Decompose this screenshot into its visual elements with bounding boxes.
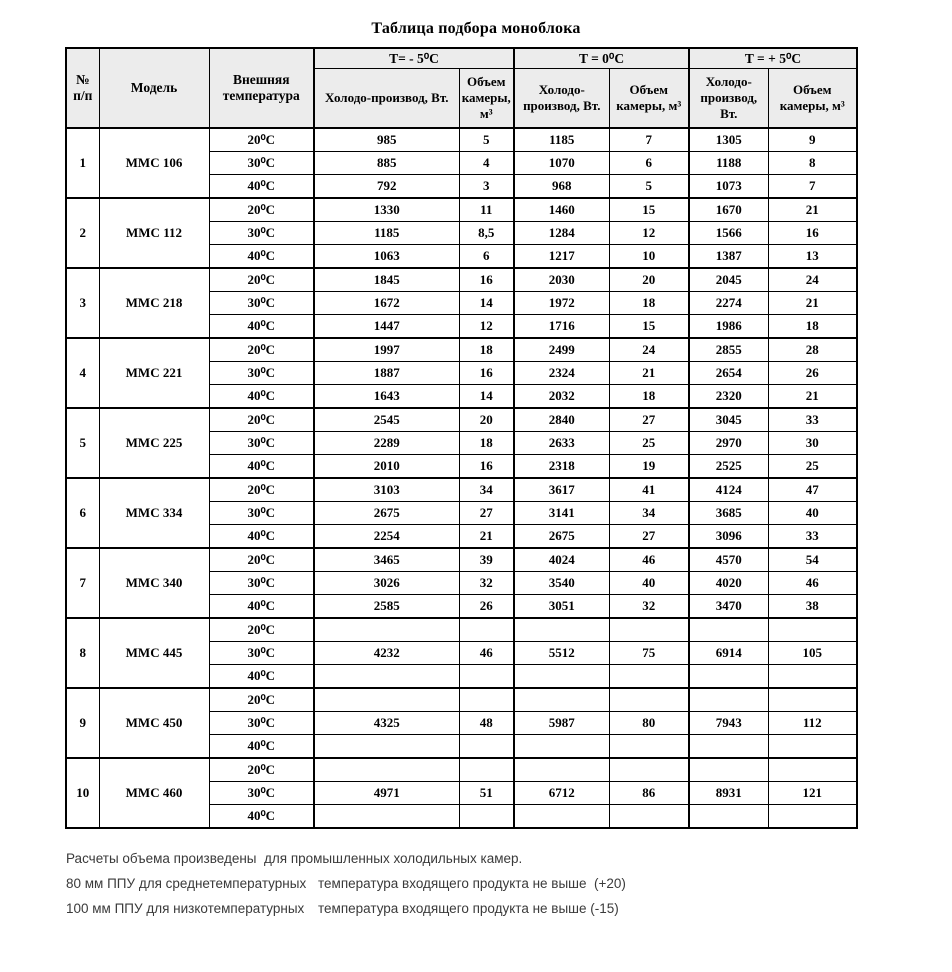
volume-value-cell: 34 xyxy=(459,478,514,502)
capacity-value-cell xyxy=(689,805,768,829)
volume-value-cell: 18 xyxy=(609,292,689,315)
temp-cell: 20⁰C xyxy=(209,128,314,152)
temp-cell: 40⁰C xyxy=(209,245,314,269)
volume-value-cell xyxy=(768,735,857,759)
capacity-value-cell: 3465 xyxy=(314,548,459,572)
volume-value-cell: 40 xyxy=(768,502,857,525)
volume-value-cell: 20 xyxy=(609,268,689,292)
capacity-value-cell: 3103 xyxy=(314,478,459,502)
capacity-value-cell xyxy=(689,618,768,642)
volume-value-cell: 80 xyxy=(609,712,689,735)
capacity-value-cell xyxy=(314,688,459,712)
capacity-value-cell: 2032 xyxy=(514,385,609,409)
model-cell: MMC 334 xyxy=(99,478,209,548)
header-volume-plus5: Объем камеры, м³ xyxy=(768,69,857,129)
volume-value-cell: 38 xyxy=(768,595,857,619)
model-cell: MMC 340 xyxy=(99,548,209,618)
volume-value-cell xyxy=(768,805,857,829)
volume-value-cell: 25 xyxy=(609,432,689,455)
capacity-value-cell: 4971 xyxy=(314,782,459,805)
capacity-value-cell: 2045 xyxy=(689,268,768,292)
volume-value-cell xyxy=(609,688,689,712)
temp-cell: 40⁰C xyxy=(209,665,314,689)
temp-cell: 20⁰C xyxy=(209,758,314,782)
model-cell: MMC 445 xyxy=(99,618,209,688)
capacity-value-cell: 4570 xyxy=(689,548,768,572)
temp-cell: 20⁰C xyxy=(209,618,314,642)
model-cell: MMC 460 xyxy=(99,758,209,828)
capacity-value-cell: 2274 xyxy=(689,292,768,315)
capacity-value-cell: 2855 xyxy=(689,338,768,362)
volume-value-cell: 27 xyxy=(609,525,689,549)
model-cell: MMC 112 xyxy=(99,198,209,268)
capacity-value-cell: 6712 xyxy=(514,782,609,805)
temp-cell: 40⁰C xyxy=(209,175,314,199)
capacity-value-cell: 1387 xyxy=(689,245,768,269)
capacity-value-cell: 2030 xyxy=(514,268,609,292)
volume-value-cell: 54 xyxy=(768,548,857,572)
header-ext-temp: Внешняя температура xyxy=(209,48,314,128)
volume-value-cell: 16 xyxy=(459,268,514,292)
model-cell: MMC 106 xyxy=(99,128,209,198)
volume-value-cell xyxy=(609,805,689,829)
model-cell: MMC 225 xyxy=(99,408,209,478)
volume-value-cell: 15 xyxy=(609,315,689,339)
volume-value-cell: 15 xyxy=(609,198,689,222)
capacity-value-cell: 1986 xyxy=(689,315,768,339)
table-row xyxy=(66,128,857,152)
capacity-value-cell: 3141 xyxy=(514,502,609,525)
capacity-value-cell: 2525 xyxy=(689,455,768,479)
capacity-value-cell: 1284 xyxy=(514,222,609,245)
volume-value-cell: 26 xyxy=(768,362,857,385)
capacity-value-cell: 3685 xyxy=(689,502,768,525)
capacity-value-cell xyxy=(689,758,768,782)
volume-value-cell: 28 xyxy=(768,338,857,362)
table-row xyxy=(66,198,857,222)
capacity-value-cell xyxy=(314,735,459,759)
temp-cell: 30⁰C xyxy=(209,222,314,245)
volume-value-cell: 75 xyxy=(609,642,689,665)
capacity-value-cell: 3045 xyxy=(689,408,768,432)
model-cell: MMC 450 xyxy=(99,688,209,758)
capacity-value-cell: 2499 xyxy=(514,338,609,362)
temp-cell: 20⁰C xyxy=(209,478,314,502)
temp-cell: 30⁰C xyxy=(209,642,314,665)
temp-cell: 20⁰C xyxy=(209,408,314,432)
volume-value-cell xyxy=(768,688,857,712)
row-number-cell: 2 xyxy=(66,198,99,268)
capacity-value-cell xyxy=(514,688,609,712)
volume-value-cell: 48 xyxy=(459,712,514,735)
capacity-value-cell: 2320 xyxy=(689,385,768,409)
row-number-cell: 10 xyxy=(66,758,99,828)
temp-cell: 30⁰C xyxy=(209,362,314,385)
capacity-value-cell: 2675 xyxy=(314,502,459,525)
volume-value-cell: 19 xyxy=(609,455,689,479)
capacity-value-cell: 2324 xyxy=(514,362,609,385)
model-cell: MMC 218 xyxy=(99,268,209,338)
volume-value-cell xyxy=(609,735,689,759)
volume-value-cell xyxy=(768,665,857,689)
header-model: Модель xyxy=(99,48,209,128)
volume-value-cell: 5 xyxy=(459,128,514,152)
volume-value-cell: 21 xyxy=(609,362,689,385)
volume-value-cell: 105 xyxy=(768,642,857,665)
row-number-cell: 3 xyxy=(66,268,99,338)
volume-value-cell xyxy=(609,618,689,642)
volume-value-cell: 21 xyxy=(768,385,857,409)
capacity-value-cell: 1566 xyxy=(689,222,768,245)
volume-value-cell: 9 xyxy=(768,128,857,152)
capacity-value-cell: 1070 xyxy=(514,152,609,175)
footnotes xyxy=(66,851,952,916)
capacity-value-cell xyxy=(514,735,609,759)
capacity-value-cell: 5512 xyxy=(514,642,609,665)
capacity-value-cell xyxy=(314,805,459,829)
capacity-value-cell: 2654 xyxy=(689,362,768,385)
volume-value-cell: 7 xyxy=(768,175,857,199)
temp-cell: 30⁰C xyxy=(209,712,314,735)
capacity-value-cell: 1185 xyxy=(314,222,459,245)
capacity-value-cell: 3470 xyxy=(689,595,768,619)
header-capacity-zero: Холодо-производ, Вт. xyxy=(514,69,609,129)
volume-value-cell xyxy=(768,758,857,782)
volume-value-cell: 34 xyxy=(609,502,689,525)
volume-value-cell: 112 xyxy=(768,712,857,735)
volume-value-cell: 18 xyxy=(459,338,514,362)
capacity-value-cell: 885 xyxy=(314,152,459,175)
temp-cell: 20⁰C xyxy=(209,338,314,362)
volume-value-cell: 4 xyxy=(459,152,514,175)
capacity-value-cell: 2840 xyxy=(514,408,609,432)
capacity-value-cell: 2585 xyxy=(314,595,459,619)
volume-value-cell: 21 xyxy=(768,198,857,222)
capacity-value-cell: 2254 xyxy=(314,525,459,549)
volume-value-cell: 16 xyxy=(768,222,857,245)
note-line-1 xyxy=(66,851,952,866)
capacity-value-cell: 1063 xyxy=(314,245,459,269)
volume-value-cell: 33 xyxy=(768,525,857,549)
note-temp-medium: температура входящего продукта не выше (+20) xyxy=(318,876,626,891)
volume-value-cell: 30 xyxy=(768,432,857,455)
volume-value-cell: 7 xyxy=(609,128,689,152)
capacity-value-cell: 3051 xyxy=(514,595,609,619)
temp-cell: 30⁰C xyxy=(209,572,314,595)
table-row xyxy=(66,478,857,502)
capacity-value-cell: 1845 xyxy=(314,268,459,292)
capacity-value-cell: 792 xyxy=(314,175,459,199)
capacity-value-cell: 4232 xyxy=(314,642,459,665)
row-number-cell: 8 xyxy=(66,618,99,688)
row-number-cell: 4 xyxy=(66,338,99,408)
capacity-value-cell: 2633 xyxy=(514,432,609,455)
capacity-value-cell: 1330 xyxy=(314,198,459,222)
capacity-value-cell: 1716 xyxy=(514,315,609,339)
capacity-value-cell: 2318 xyxy=(514,455,609,479)
capacity-value-cell: 2970 xyxy=(689,432,768,455)
volume-value-cell: 24 xyxy=(609,338,689,362)
temp-cell: 40⁰C xyxy=(209,455,314,479)
header-group-row xyxy=(66,48,857,69)
capacity-value-cell xyxy=(514,618,609,642)
note-ppu-medium: 80 мм ППУ для среднетемпературных xyxy=(66,876,307,891)
table-row xyxy=(66,268,857,292)
capacity-value-cell: 4020 xyxy=(689,572,768,595)
volume-value-cell: 16 xyxy=(459,362,514,385)
note-temp-low: температура входящего продукта не выше (-15) xyxy=(318,901,619,916)
table-row xyxy=(66,758,857,782)
capacity-value-cell: 1672 xyxy=(314,292,459,315)
table-row xyxy=(66,548,857,572)
table-row xyxy=(66,408,857,432)
table-body xyxy=(66,128,857,828)
temp-cell: 30⁰C xyxy=(209,152,314,175)
volume-value-cell: 14 xyxy=(459,292,514,315)
capacity-value-cell: 1997 xyxy=(314,338,459,362)
row-number-cell: 9 xyxy=(66,688,99,758)
temp-cell: 40⁰C xyxy=(209,735,314,759)
capacity-value-cell: 3096 xyxy=(689,525,768,549)
volume-value-cell: 6 xyxy=(609,152,689,175)
volume-value-cell: 121 xyxy=(768,782,857,805)
capacity-value-cell: 1217 xyxy=(514,245,609,269)
header-group-zero: T = 0⁰C xyxy=(514,48,689,69)
volume-value-cell: 3 xyxy=(459,175,514,199)
capacity-value-cell: 3617 xyxy=(514,478,609,502)
volume-value-cell: 16 xyxy=(459,455,514,479)
temp-cell: 20⁰C xyxy=(209,548,314,572)
volume-value-cell: 46 xyxy=(768,572,857,595)
capacity-value-cell: 2545 xyxy=(314,408,459,432)
volume-value-cell xyxy=(609,758,689,782)
header-volume-zero: Объем камеры, м³ xyxy=(609,69,689,129)
volume-value-cell: 12 xyxy=(609,222,689,245)
temp-cell: 30⁰C xyxy=(209,502,314,525)
header-num: № п/п xyxy=(66,48,99,128)
note-text: Расчеты объема произведены для промышленных холодильных камер. xyxy=(66,851,523,866)
capacity-value-cell: 4024 xyxy=(514,548,609,572)
capacity-value-cell: 4124 xyxy=(689,478,768,502)
row-number-cell: 5 xyxy=(66,408,99,478)
volume-value-cell: 32 xyxy=(459,572,514,595)
volume-value-cell xyxy=(459,618,514,642)
table-row xyxy=(66,618,857,642)
volume-value-cell: 39 xyxy=(459,548,514,572)
volume-value-cell: 27 xyxy=(609,408,689,432)
header-capacity-minus5: Холодо-производ, Вт. xyxy=(314,69,459,129)
volume-value-cell: 33 xyxy=(768,408,857,432)
capacity-value-cell xyxy=(514,665,609,689)
volume-value-cell: 26 xyxy=(459,595,514,619)
capacity-value-cell xyxy=(314,618,459,642)
capacity-value-cell: 3026 xyxy=(314,572,459,595)
table-row xyxy=(66,688,857,712)
temp-cell: 20⁰C xyxy=(209,268,314,292)
volume-value-cell: 24 xyxy=(768,268,857,292)
capacity-value-cell: 6914 xyxy=(689,642,768,665)
header-capacity-plus5: Холодо-производ, Вт. xyxy=(689,69,768,129)
volume-value-cell: 5 xyxy=(609,175,689,199)
temp-cell: 30⁰C xyxy=(209,782,314,805)
capacity-value-cell: 5987 xyxy=(514,712,609,735)
monoblock-selection-table xyxy=(65,47,858,829)
row-number-cell: 7 xyxy=(66,548,99,618)
volume-value-cell xyxy=(459,805,514,829)
capacity-value-cell: 1073 xyxy=(689,175,768,199)
header-volume-minus5: Объем камеры, м³ xyxy=(459,69,514,129)
volume-value-cell: 41 xyxy=(609,478,689,502)
row-number-cell: 1 xyxy=(66,128,99,198)
volume-value-cell: 21 xyxy=(459,525,514,549)
temp-cell: 30⁰C xyxy=(209,292,314,315)
volume-value-cell xyxy=(609,665,689,689)
temp-cell: 30⁰C xyxy=(209,432,314,455)
page-title: Таблица подбора моноблока xyxy=(371,20,581,37)
volume-value-cell: 18 xyxy=(459,432,514,455)
volume-value-cell: 51 xyxy=(459,782,514,805)
capacity-value-cell: 3540 xyxy=(514,572,609,595)
volume-value-cell: 20 xyxy=(459,408,514,432)
capacity-value-cell xyxy=(514,805,609,829)
volume-value-cell xyxy=(459,665,514,689)
capacity-value-cell: 985 xyxy=(314,128,459,152)
capacity-value-cell xyxy=(514,758,609,782)
capacity-value-cell xyxy=(689,735,768,759)
temp-cell: 40⁰C xyxy=(209,525,314,549)
capacity-value-cell: 1460 xyxy=(514,198,609,222)
capacity-value-cell: 1643 xyxy=(314,385,459,409)
capacity-value-cell: 2675 xyxy=(514,525,609,549)
temp-cell: 40⁰C xyxy=(209,385,314,409)
volume-value-cell: 46 xyxy=(459,642,514,665)
header-group-plus5: T = + 5⁰C xyxy=(689,48,857,69)
row-number-cell: 6 xyxy=(66,478,99,548)
volume-value-cell: 46 xyxy=(609,548,689,572)
table-header xyxy=(66,48,857,128)
capacity-value-cell: 1887 xyxy=(314,362,459,385)
note-line-3 xyxy=(66,901,952,916)
header-group-minus5: T= - 5⁰C xyxy=(314,48,514,69)
table-row xyxy=(66,338,857,362)
volume-value-cell: 27 xyxy=(459,502,514,525)
temp-cell: 40⁰C xyxy=(209,805,314,829)
note-ppu-low: 100 мм ППУ для низкотемпературных xyxy=(66,901,305,916)
volume-value-cell: 13 xyxy=(768,245,857,269)
volume-value-cell: 40 xyxy=(609,572,689,595)
volume-value-cell: 10 xyxy=(609,245,689,269)
model-cell: MMC 221 xyxy=(99,338,209,408)
volume-value-cell: 8,5 xyxy=(459,222,514,245)
capacity-value-cell: 1972 xyxy=(514,292,609,315)
capacity-value-cell: 1185 xyxy=(514,128,609,152)
capacity-value-cell: 1447 xyxy=(314,315,459,339)
volume-value-cell: 11 xyxy=(459,198,514,222)
volume-value-cell xyxy=(459,735,514,759)
capacity-value-cell xyxy=(314,758,459,782)
volume-value-cell xyxy=(459,688,514,712)
volume-value-cell: 47 xyxy=(768,478,857,502)
capacity-value-cell: 968 xyxy=(514,175,609,199)
capacity-value-cell xyxy=(689,688,768,712)
volume-value-cell: 21 xyxy=(768,292,857,315)
temp-cell: 20⁰C xyxy=(209,688,314,712)
temp-cell: 40⁰C xyxy=(209,315,314,339)
capacity-value-cell: 7943 xyxy=(689,712,768,735)
capacity-value-cell xyxy=(689,665,768,689)
note-line-2 xyxy=(66,876,952,891)
volume-value-cell: 18 xyxy=(768,315,857,339)
capacity-value-cell: 1670 xyxy=(689,198,768,222)
volume-value-cell: 25 xyxy=(768,455,857,479)
volume-value-cell: 18 xyxy=(609,385,689,409)
capacity-value-cell: 1188 xyxy=(689,152,768,175)
volume-value-cell: 86 xyxy=(609,782,689,805)
temp-cell: 20⁰C xyxy=(209,198,314,222)
volume-value-cell: 14 xyxy=(459,385,514,409)
capacity-value-cell: 1305 xyxy=(689,128,768,152)
volume-value-cell xyxy=(459,758,514,782)
capacity-value-cell: 4325 xyxy=(314,712,459,735)
volume-value-cell: 12 xyxy=(459,315,514,339)
capacity-value-cell: 2289 xyxy=(314,432,459,455)
volume-value-cell xyxy=(768,618,857,642)
temp-cell: 40⁰C xyxy=(209,595,314,619)
volume-value-cell: 6 xyxy=(459,245,514,269)
capacity-value-cell: 2010 xyxy=(314,455,459,479)
capacity-value-cell xyxy=(314,665,459,689)
volume-value-cell: 8 xyxy=(768,152,857,175)
volume-value-cell: 32 xyxy=(609,595,689,619)
capacity-value-cell: 8931 xyxy=(689,782,768,805)
